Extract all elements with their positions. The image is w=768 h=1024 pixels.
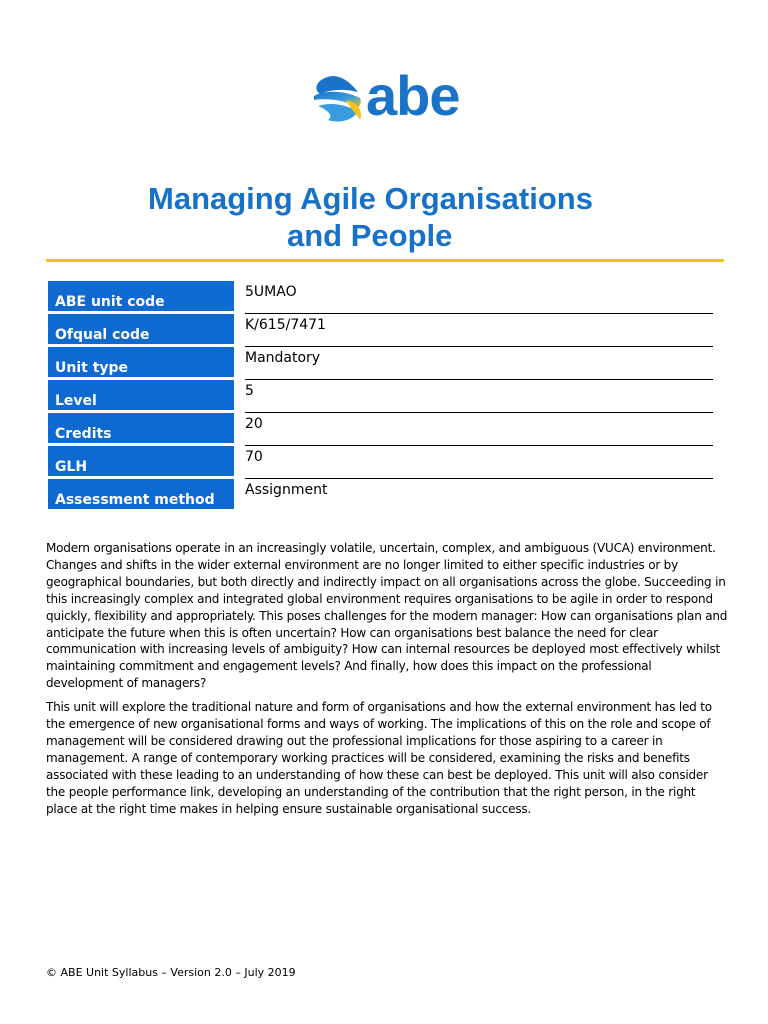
table-row [48, 380, 713, 413]
logo-wordmark: abe [366, 64, 460, 127]
table-row [48, 314, 713, 347]
table-row [48, 281, 713, 314]
row-value-unit-type: Mandatory [245, 350, 321, 366]
title-line-1: Managing Agile Organisations [148, 181, 593, 216]
title-divider [46, 259, 724, 262]
title-line-2: and People [287, 218, 453, 253]
row-value-credits: 20 [245, 416, 263, 432]
row-value-level: 5 [245, 383, 254, 399]
row-label-glh: GLH [48, 446, 234, 476]
row-label-credits: Credits [48, 413, 234, 443]
row-label-assessment-method: Assessment method [48, 479, 234, 509]
table-row [48, 413, 713, 446]
row-value-glh: 70 [245, 449, 263, 465]
row-label-unit-code: ABE unit code [48, 281, 234, 311]
row-value-unit-code: 5UMAO [245, 284, 297, 300]
row-label-level: Level [48, 380, 234, 410]
description-paragraph-1: Modern organisations operate in an increasingly volatile, uncertain, complex, and ambiguous (VUCA) environment. Changes and shifts in the wider external environment are no longer limited to either specific industries or by geographical boundaries, but both directly and indirectly impact on all organisations across the globe. Succeeding in this increasingly complex and integrated global environment requires organisations to be agile in order to respond quickly, flexibility and appropriately. This poses challenges for the modern manager: How can organisations plan and anticipate the future when this is often uncertain? How can organisations best balance the need for clear communication with increasing levels of ambiguity? How can internal resources be deployed most effectively whilst maintaining commitment and engagement levels? And finally, how does this impact on the professional development of managers? [46, 541, 728, 691]
page-footer: © ABE Unit Syllabus – Version 2.0 – July 2019 [46, 966, 296, 979]
table-row [48, 347, 713, 380]
description-paragraph-2: This unit will explore the traditional nature and form of organisations and how the external environment has led to the emergence of new organisational forms and ways of working. The implications of this on the role and scope of management will be considered drawing out the professional implications for those aspiring to a career in management. A range of contemporary working practices will be considered, examining the risks and benefits associated with these leading to an understanding of how these can best be deployed. This unit will also consider the people performance link, developing an understanding of the contribution that the right person, in the right place at the right time makes in helping ensure sustainable organisational success. [46, 700, 712, 816]
row-label-ofqual-code: Ofqual code [48, 314, 234, 344]
unit-description [46, 540, 728, 825]
table-row [48, 446, 713, 479]
table-row [48, 479, 713, 512]
swirl-globe-icon [314, 76, 361, 122]
row-value-ofqual-code: K/615/7471 [245, 317, 326, 333]
row-label-unit-type: Unit type [48, 347, 234, 377]
unit-details-table [48, 281, 713, 512]
page-title [148, 180, 688, 254]
row-value-assessment-method: Assignment [245, 482, 328, 498]
